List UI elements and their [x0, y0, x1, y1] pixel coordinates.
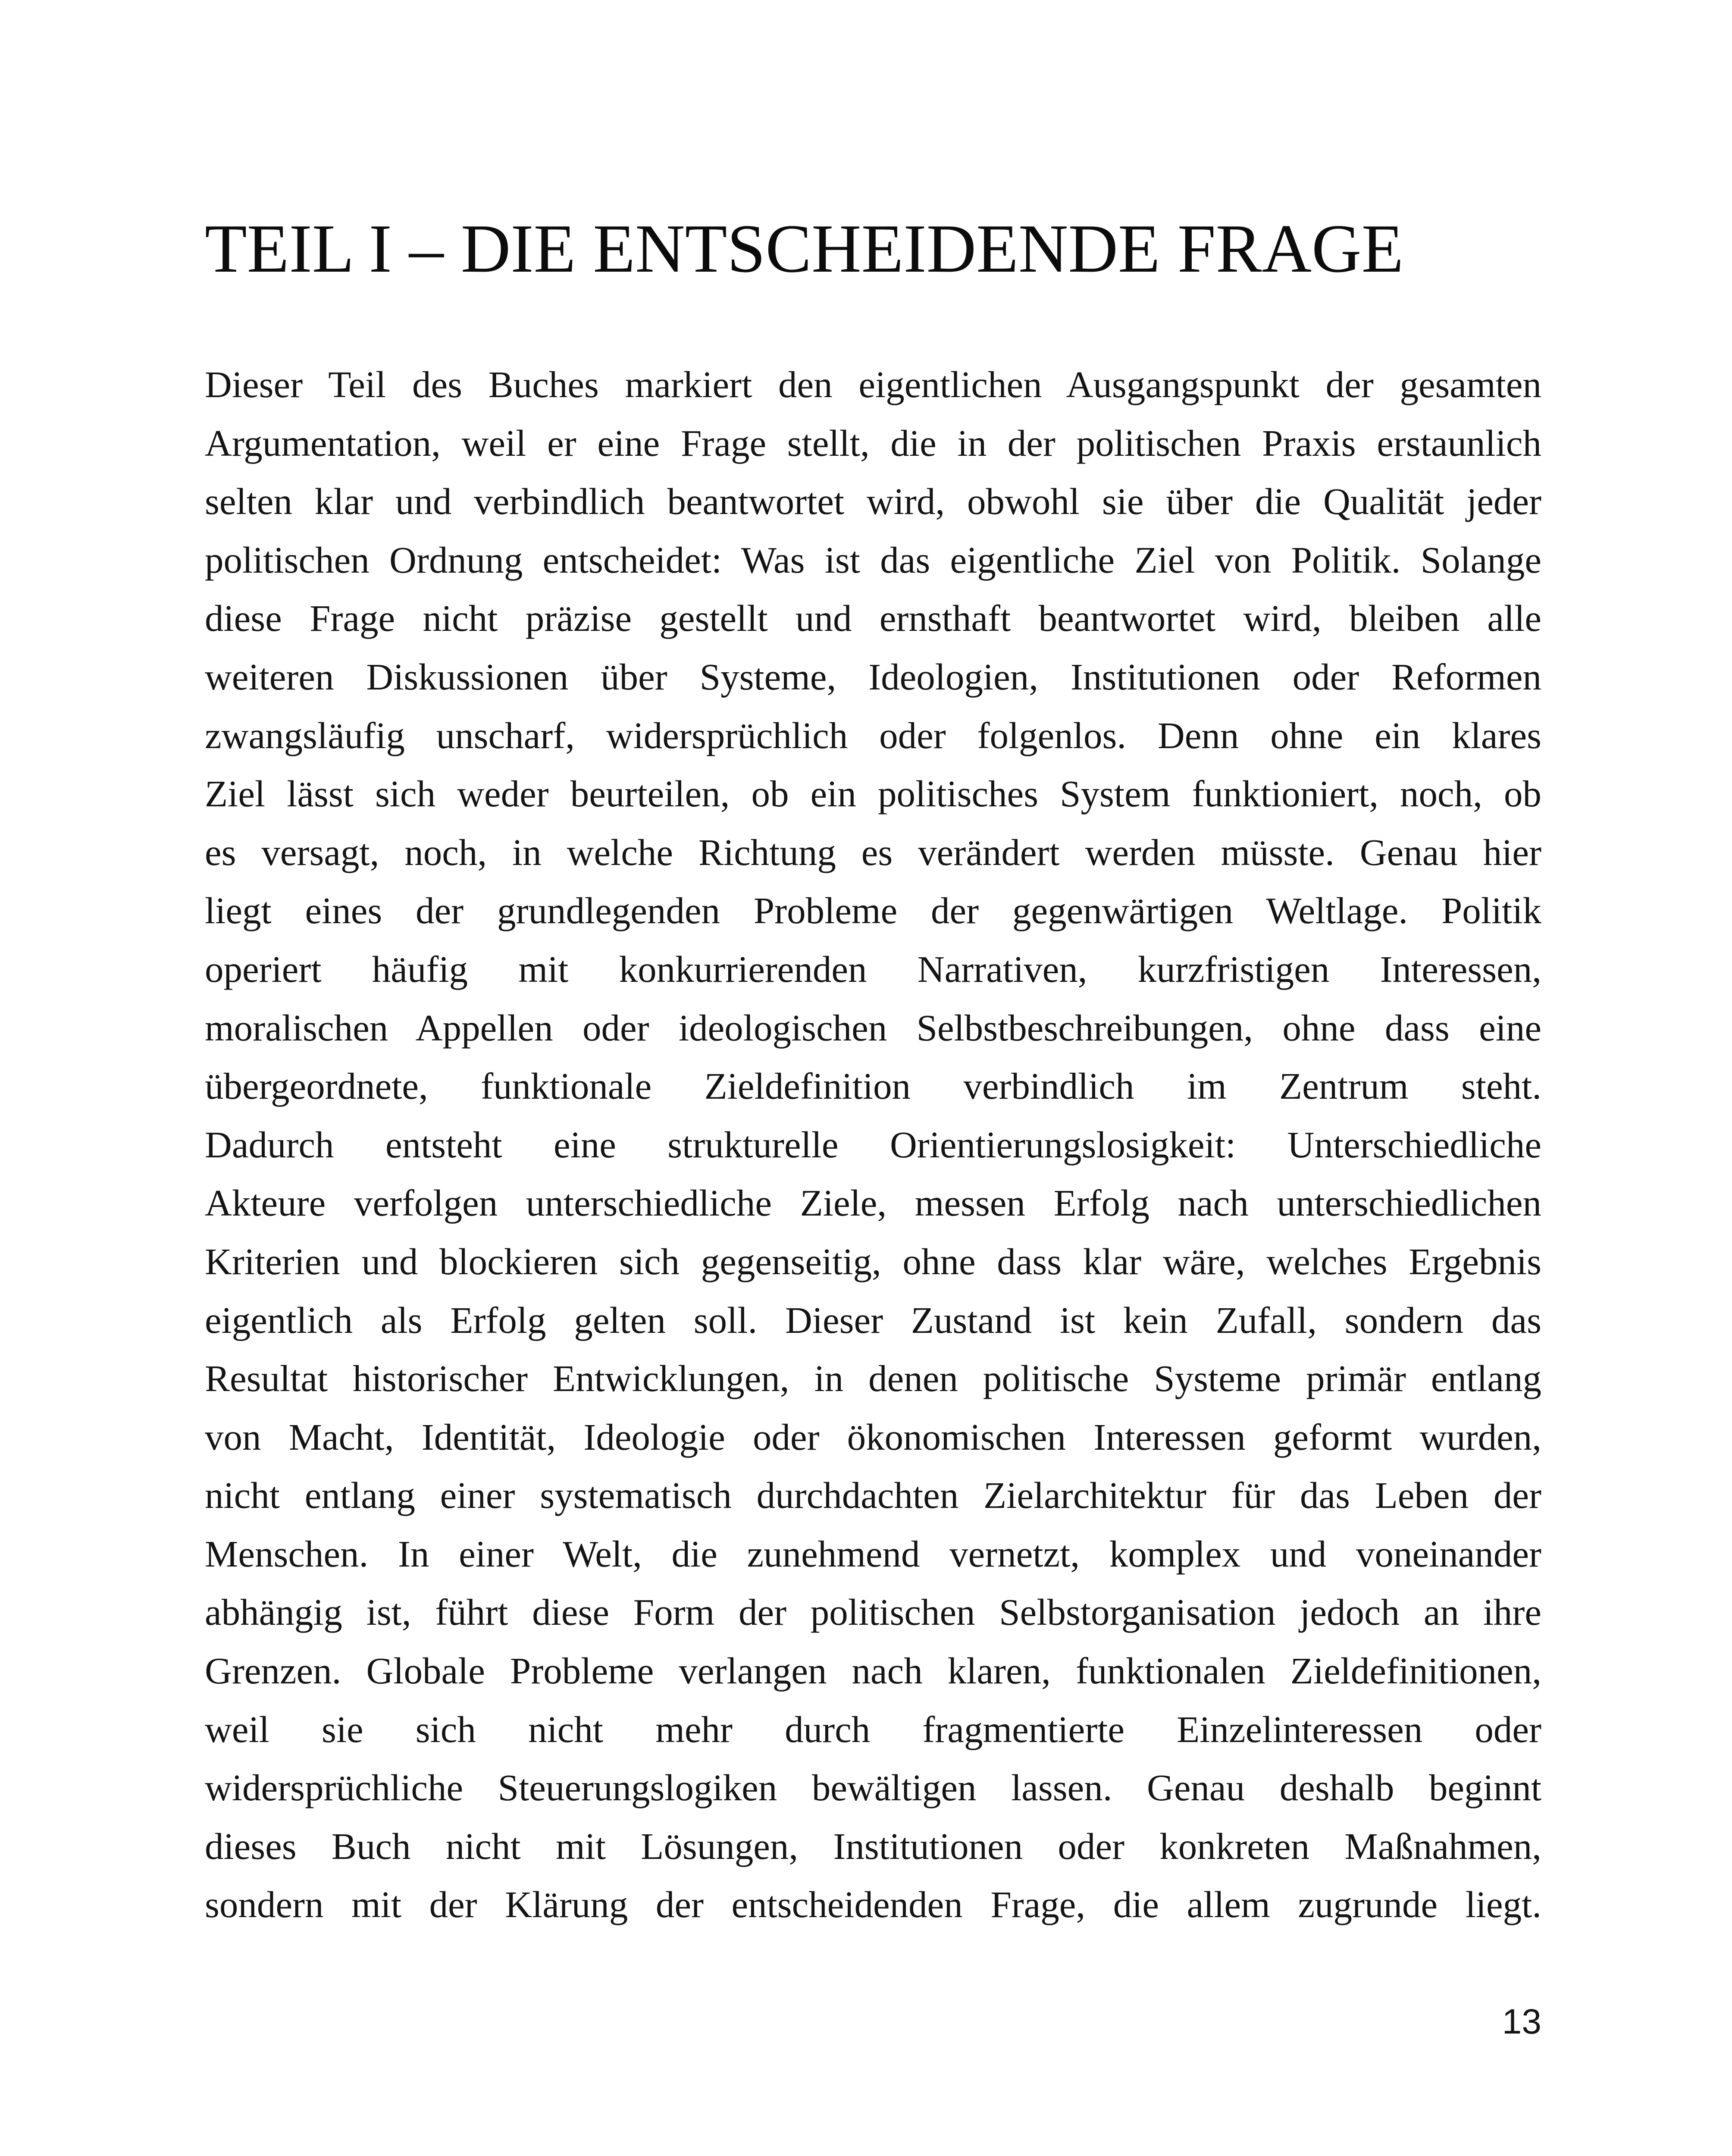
- body-line: von Macht, Identität, Ideologie oder ökonomischen Interessen geformt wurden,: [205, 1416, 1541, 1458]
- body-line: eigentlich als Erfolg gelten soll. Dieser Zustand ist kein Zufall, sondern das: [205, 1299, 1541, 1341]
- body-line: Akteure verfolgen unterschiedliche Ziele, messen Erfolg nach unterschiedlichen: [205, 1182, 1541, 1224]
- chapter-title: TEIL I – DIE ENTSCHEIDENDE FRAGE: [205, 210, 1404, 287]
- body-line: Dieser Teil des Buches markiert den eigentlichen Ausgangspunkt der gesamten: [205, 364, 1541, 405]
- body-paragraph: [205, 355, 1541, 1934]
- body-line: moralischen Appellen oder ideologischen Selbstbeschreibungen, ohne dass eine: [205, 1006, 1541, 1049]
- page-number: 13: [1502, 2002, 1541, 2041]
- body-line: Dadurch entsteht eine strukturelle Orientierungslosigkeit: Unterschiedliche: [205, 1123, 1541, 1166]
- body-line: weiteren Diskussionen über Systeme, Ideologien, Institutionen oder Reformen: [205, 655, 1541, 698]
- body-line: politischen Ordnung entscheidet: Was ist das eigentliche Ziel von Politik. Solange: [205, 539, 1541, 581]
- body-line: sondern mit der Klärung der entscheidenden Frage, die allem zugrunde liegt.: [205, 1883, 1541, 1926]
- body-line: operiert häufig mit konkurrierenden Narrativen, kurzfristigen Interessen,: [205, 948, 1541, 990]
- body-line: zwangsläufig unscharf, widersprüchlich oder folgenlos. Denn ohne ein klares: [205, 714, 1541, 756]
- body-line: dieses Buch nicht mit Lösungen, Institutionen oder konkreten Maßnahmen,: [205, 1825, 1541, 1867]
- body-line: es versagt, noch, in welche Richtung es verändert werden müsste. Genau hier: [205, 831, 1541, 873]
- body-line: widersprüchliche Steuerungslogiken bewältigen lassen. Genau deshalb beginnt: [205, 1767, 1541, 1809]
- body-line: selten klar und verbindlich beantwortet wird, obwohl sie über die Qualität jeder: [205, 480, 1541, 523]
- body-line: Ziel lässt sich weder beurteilen, ob ein politisches System funktioniert, noch, ob: [205, 773, 1541, 815]
- body-line: diese Frage nicht präzise gestellt und ernsthaft beantwortet wird, bleiben alle: [205, 597, 1541, 639]
- body-line: übergeordnete, funktionale Zieldefinition verbindlich im Zentrum steht.: [205, 1065, 1541, 1107]
- body-line: liegt eines der grundlegenden Probleme der gegenwärtigen Weltlage. Politik: [205, 890, 1541, 932]
- body-line: nicht entlang einer systematisch durchdachten Zielarchitektur für das Leben der: [205, 1474, 1541, 1517]
- body-line: Kriterien und blockieren sich gegenseitig, ohne dass klar wäre, welches Ergebnis: [205, 1240, 1541, 1282]
- body-line: weil sie sich nicht mehr durch fragmentierte Einzelinteressen oder: [205, 1708, 1541, 1750]
- body-line: Argumentation, weil er eine Frage stellt, die in der politischen Praxis erstaunlich: [205, 422, 1541, 464]
- body-line: abhängig ist, führt diese Form der politischen Selbstorganisation jedoch an ihre: [205, 1591, 1541, 1633]
- body-line: Resultat historischer Entwicklungen, in denen politische Systeme primär entlang: [205, 1357, 1541, 1400]
- body-line: Grenzen. Globale Probleme verlangen nach klaren, funktionalen Zieldefinitionen,: [205, 1650, 1541, 1692]
- body-line: Menschen. In einer Welt, die zunehmend vernetzt, komplex und voneinander: [205, 1532, 1541, 1575]
